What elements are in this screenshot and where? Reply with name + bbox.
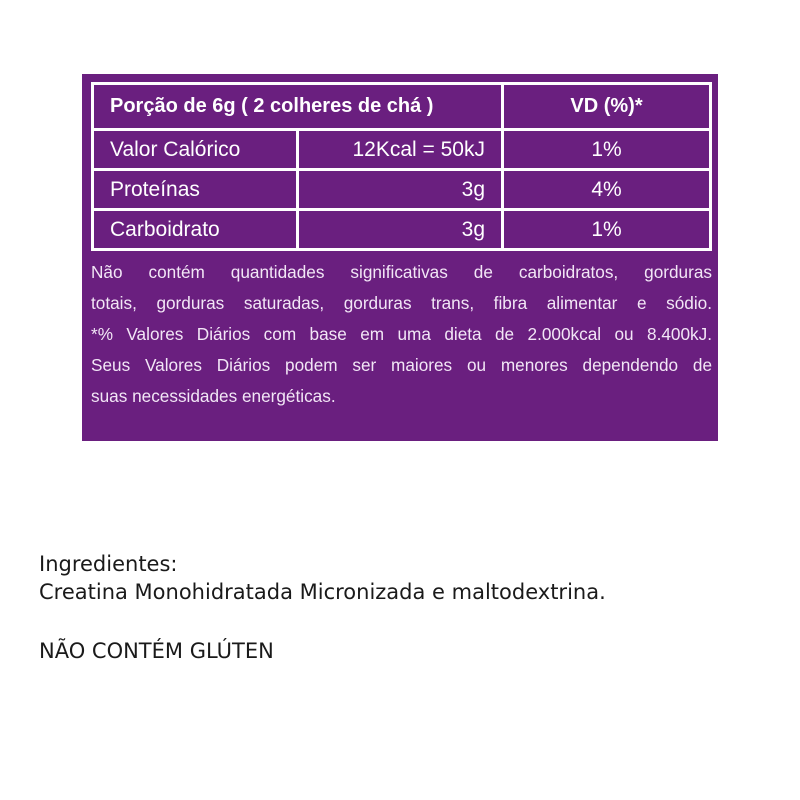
nutrient-amount: 3g xyxy=(298,210,503,250)
nutrition-notes xyxy=(91,257,712,412)
table-row xyxy=(93,210,711,250)
nutrient-name: Carboidrato xyxy=(93,210,298,250)
nutrient-vd: 1% xyxy=(503,130,711,170)
note-line: suas necessidades energéticas. xyxy=(91,386,336,406)
table-header-row xyxy=(93,84,711,130)
table-row xyxy=(93,130,711,170)
ingredients-label: Ingredientes: xyxy=(39,552,178,576)
nutrient-name: Proteínas xyxy=(93,170,298,210)
ingredients-text: Creatina Monohidratada Micronizada e maltodextrina. xyxy=(39,580,606,604)
vd-header: VD (%)* xyxy=(503,84,711,130)
ingredients-section xyxy=(39,550,606,606)
nutrient-amount: 3g xyxy=(298,170,503,210)
allergen-notice: NÃO CONTÉM GLÚTEN xyxy=(39,639,274,663)
nutrient-vd: 1% xyxy=(503,210,711,250)
table-row xyxy=(93,170,711,210)
note-line: Não contém quantidades significativas de carboidratos, gorduras xyxy=(91,262,712,282)
nutrition-table xyxy=(91,82,712,251)
note-line: *% Valores Diários com base em uma dieta de 2.000kcal ou 8.400kJ. xyxy=(91,324,712,344)
nutrition-facts-panel xyxy=(82,74,718,441)
note-line: totais, gorduras saturadas, gorduras trans, fibra alimentar e sódio. xyxy=(91,293,712,313)
nutrient-vd: 4% xyxy=(503,170,711,210)
portion-header: Porção de 6g ( 2 colheres de chá ) xyxy=(93,84,503,130)
note-line: Seus Valores Diários podem ser maiores ou menores dependendo de xyxy=(91,355,712,375)
nutrient-amount: 12Kcal = 50kJ xyxy=(298,130,503,170)
nutrient-name: Valor Calórico xyxy=(93,130,298,170)
